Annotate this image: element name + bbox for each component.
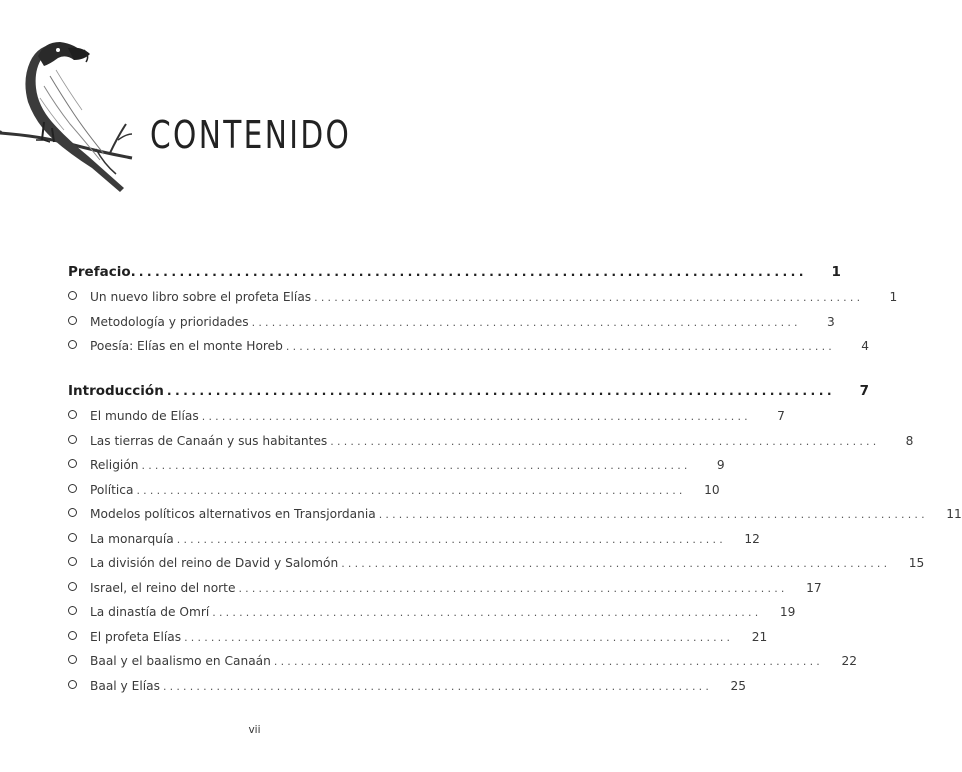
toc-entry-label: La división del reino de David y Salomón — [90, 556, 339, 570]
dot-leader: .................................................................................. — [212, 606, 762, 619]
toc-entry-page: 17 — [806, 580, 822, 595]
circle-bullet-icon — [68, 291, 77, 300]
toc-entry[interactable] — [68, 453, 725, 478]
toc-entry-page: 19 — [779, 605, 796, 619]
toc-entry-page: 3 — [826, 314, 835, 329]
toc-entry-label: La monarquía — [90, 531, 174, 546]
toc-entry-page: 7 — [777, 409, 785, 423]
toc-heading-page: 1 — [831, 264, 841, 280]
dot-leader: .................................................................................. — [184, 630, 734, 644]
toc-entry-page: 1 — [889, 290, 898, 304]
toc-entry-page: 12 — [744, 531, 760, 546]
toc-section-prefacio — [68, 258, 898, 359]
toc-entry[interactable] — [68, 527, 760, 552]
crow-on-branch-icon — [0, 36, 160, 196]
toc-entry[interactable] — [68, 674, 747, 699]
circle-bullet-icon — [68, 582, 77, 591]
toc-entry-page: 15 — [908, 556, 925, 570]
circle-bullet-icon — [68, 508, 77, 517]
dot-leader: .................................................................................. — [166, 383, 835, 398]
dot-leader: .................................................................................. — [162, 679, 713, 693]
circle-bullet-icon — [68, 533, 77, 542]
toc-entry-label: Un nuevo libro sobre el profeta Elías — [90, 290, 312, 304]
dot-leader: .................................................................................. — [138, 264, 807, 279]
circle-bullet-icon — [68, 340, 77, 349]
toc-entry-page: 9 — [716, 458, 725, 472]
toc-entry-label: El profeta Elías — [90, 629, 182, 644]
toc-heading-page: 7 — [859, 383, 869, 399]
circle-bullet-icon — [68, 606, 77, 615]
toc-entry[interactable] — [68, 310, 835, 335]
toc-entry-label: Metodología y prioridades — [90, 314, 249, 329]
circle-bullet-icon — [68, 655, 77, 664]
dot-leader: .................................................................................. — [314, 291, 864, 304]
toc-entry[interactable] — [68, 404, 785, 429]
toc-entry[interactable] — [68, 478, 720, 503]
toc-entry[interactable] — [68, 600, 796, 625]
toc-entry-label: Baal y Elías — [90, 678, 160, 693]
toc-entry[interactable] — [68, 429, 914, 454]
toc-entry-label: El mundo de Elías — [90, 409, 199, 423]
page-number: vii — [248, 724, 261, 736]
toc-entry-label: Religión — [90, 458, 139, 472]
toc-entry-page: 4 — [861, 339, 869, 353]
toc-entry-label: Israel, el reino del norte — [90, 580, 236, 595]
toc-entry-page: 21 — [751, 629, 768, 644]
circle-bullet-icon — [68, 680, 77, 689]
dot-leader: .................................................................................. — [136, 483, 686, 497]
circle-bullet-icon — [68, 410, 77, 419]
toc-entry-page: 22 — [841, 654, 857, 668]
toc-entry-page: 25 — [730, 678, 747, 693]
page-title: CONTENIDO — [150, 113, 352, 157]
toc-entry[interactable] — [68, 576, 822, 601]
dot-leader: .................................................................................. — [341, 557, 891, 570]
circle-bullet-icon — [68, 484, 77, 493]
toc-entry[interactable] — [68, 334, 869, 359]
dot-leader: .................................................................................. — [330, 434, 880, 448]
dot-leader: .................................................................................. — [285, 340, 835, 353]
circle-bullet-icon — [68, 316, 77, 325]
dot-leader: .................................................................................. — [141, 459, 691, 472]
toc-entry[interactable] — [68, 625, 768, 650]
toc-entry-label: Política — [90, 482, 134, 497]
toc-entry-label: Modelos políticos alternativos en Transjordania — [90, 507, 376, 521]
toc-entry[interactable] — [68, 649, 857, 674]
dot-leader: .................................................................................. — [201, 410, 751, 423]
dot-leader: .................................................................................. — [273, 655, 823, 668]
toc-entry-page: 8 — [905, 433, 914, 448]
toc-entry[interactable] — [68, 285, 898, 310]
toc-entry-label: La dinastía de Omrí — [90, 605, 210, 619]
toc-entry-label: Poesía: Elías en el monte Horeb — [90, 339, 283, 353]
toc-entry-page: 10 — [704, 482, 720, 497]
dot-leader: .................................................................................. — [251, 315, 801, 329]
dot-leader: .................................................................................. — [378, 508, 928, 521]
circle-bullet-icon — [68, 557, 77, 566]
dot-leader: .................................................................................. — [176, 532, 726, 546]
toc-entry-label: Las tierras de Canaán y sus habitantes — [90, 433, 328, 448]
toc-entry[interactable] — [68, 551, 925, 576]
dot-leader: .................................................................................. — [238, 581, 788, 595]
toc-entry-label: Baal y el baalismo en Canaán — [90, 654, 271, 668]
circle-bullet-icon — [68, 459, 77, 468]
toc-section-introduccion — [68, 377, 962, 698]
toc-heading[interactable] — [68, 377, 869, 404]
toc-heading[interactable] — [68, 258, 841, 285]
circle-bullet-icon — [68, 435, 77, 444]
toc-entry-page: 11 — [946, 507, 962, 521]
toc-heading-label: Introducción — [68, 383, 164, 399]
toc-entry[interactable] — [68, 502, 962, 527]
circle-bullet-icon — [68, 631, 77, 640]
toc-heading-label: Prefacio. — [68, 264, 136, 280]
